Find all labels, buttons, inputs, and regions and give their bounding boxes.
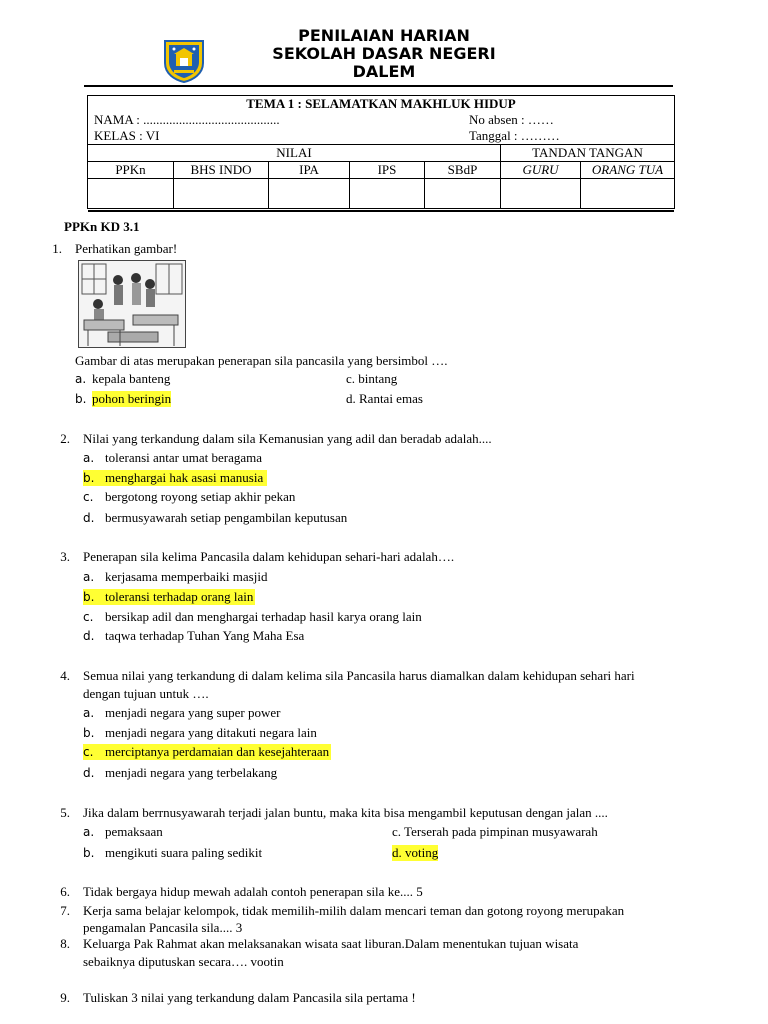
q4-option-c-answer xyxy=(83,744,331,760)
q5-option-a-letter: a. xyxy=(83,825,95,839)
kelas-field: KELAS : VI xyxy=(94,128,160,143)
q2-option-a-letter: a. xyxy=(83,451,95,465)
q8-number: 8. xyxy=(60,936,70,951)
q5-number: 5. xyxy=(60,805,70,820)
q1-option-c: c. bintang xyxy=(346,371,398,386)
q3-option-a: kerjasama memperbaiki masjid xyxy=(105,569,268,584)
q2-option-d-letter: d. xyxy=(83,511,95,525)
q3-option-a-letter: a. xyxy=(83,570,95,584)
student-info-table xyxy=(87,95,675,209)
q1-question: Gambar di atas merupakan penerapan sila pancasila yang bersimbol …. xyxy=(75,353,448,368)
q2-option-d: bermusyawarah setiap pengambilan keputusan xyxy=(105,510,348,525)
q3-option-b-text: toleransi terhadap orang lain xyxy=(105,589,254,604)
q3-option-d: taqwa terhadap Tuhan Yang Maha Esa xyxy=(105,628,305,643)
q4-text-line1: Semua nilai yang terkandung di dalam kelima sila Pancasila harus diamalkan dalam kehidupan sehari hari xyxy=(83,668,635,683)
q4-number: 4. xyxy=(60,668,70,683)
q3-number: 3. xyxy=(60,549,70,564)
q7-text-line1: Kerja sama belajar kelompok, tidak memilih-milih dalam mencari teman dan gotong royong merupakan xyxy=(83,903,625,918)
q5-option-d-answer: d. voting xyxy=(392,845,439,860)
col-bhs-indo: BHS INDO xyxy=(174,162,269,179)
no-absen-field: No absen : …… xyxy=(469,112,554,127)
q2-option-a: toleransi antar umat beragama xyxy=(105,450,263,465)
q4-text-line2: dengan tujuan untuk …. xyxy=(83,686,209,701)
col-orang-tua: ORANG TUA xyxy=(581,162,675,179)
q6-number: 6. xyxy=(60,884,70,899)
header-rule xyxy=(84,85,673,87)
section-heading: PPKn KD 3.1 xyxy=(64,219,140,234)
header-title-3: DALEM xyxy=(352,62,416,81)
q5-text: Jika dalam berrnusyawarah terjadi jalan buntu, maka kita bisa mengambil keputusan dengan jalan .... xyxy=(83,805,608,820)
tanggal-field: Tanggal : ……… xyxy=(469,128,560,143)
col-sbdp: SBdP xyxy=(425,162,501,179)
score-sbdp[interactable] xyxy=(425,179,501,209)
q2-option-b-answer xyxy=(83,470,267,486)
score-ips[interactable] xyxy=(350,179,425,209)
nama-field: NAMA : .......................................... xyxy=(94,112,280,127)
q3-option-b-letter: b. xyxy=(83,590,95,604)
q9-number: 9. xyxy=(60,990,70,1005)
q5-option-c: c. Terserah pada pimpinan musyawarah xyxy=(392,824,598,839)
q1-option-b-answer: pohon beringin xyxy=(92,391,172,406)
q7-number: 7. xyxy=(60,903,70,918)
q3-option-d-letter: d. xyxy=(83,629,95,643)
col-ppkn: PPKn xyxy=(88,162,174,179)
q1-option-d: d. Rantai emas xyxy=(346,391,423,406)
tanda-tangan-header: TANDAN TANGAN xyxy=(501,145,675,162)
score-ipa[interactable] xyxy=(269,179,350,209)
q2-option-b-text: menghargai hak asasi manusia xyxy=(105,470,264,485)
q2-option-c-letter: c. xyxy=(83,490,94,504)
q4-option-b-letter: b. xyxy=(83,726,95,740)
q3-option-c: bersikap adil dan menghargai terhadap hasil karya orang lain xyxy=(105,609,422,624)
q5-option-a: pemaksaan xyxy=(105,824,163,839)
q9-text: Tuliskan 3 nilai yang terkandung dalam Pancasila sila pertama ! xyxy=(83,990,416,1005)
q3-option-c-letter: c. xyxy=(83,610,94,624)
table-bottom-rule xyxy=(88,210,674,212)
col-guru: GURU xyxy=(501,162,581,179)
q1-option-a-letter: a. xyxy=(75,372,87,386)
q7-text-line2: pengamalan Pancasila sila.... 3 xyxy=(83,920,243,935)
q1-option-b-letter: b. xyxy=(75,392,87,406)
nilai-header: NILAI xyxy=(88,145,501,162)
classroom-illustration xyxy=(78,260,186,348)
q4-option-c-text: merciptanya perdamaian dan kesejahteraan xyxy=(105,744,330,759)
q4-option-c-letter: c. xyxy=(83,745,94,759)
q4-option-a-letter: a. xyxy=(83,706,95,720)
q1-number: 1. xyxy=(52,241,62,256)
sign-guru[interactable] xyxy=(501,179,581,209)
header-title-2: SEKOLAH DASAR NEGERI xyxy=(272,44,496,63)
q4-option-d: menjadi negara yang terbelakang xyxy=(105,765,278,780)
sign-orang-tua[interactable] xyxy=(581,179,675,209)
col-ipa: IPA xyxy=(269,162,350,179)
q6-text: Tidak bergaya hidup mewah adalah contoh penerapan sila ke.... 5 xyxy=(83,884,423,899)
q3-option-b-answer xyxy=(83,589,255,605)
header-title-1: PENILAIAN HARIAN xyxy=(298,26,470,45)
col-ips: IPS xyxy=(350,162,425,179)
q3-text: Penerapan sila kelima Pancasila dalam kehidupan sehari-hari adalah…. xyxy=(83,549,455,564)
tema-title: TEMA 1 : SELAMATKAN MAKHLUK HIDUP xyxy=(246,96,516,111)
q1-text: Perhatikan gambar! xyxy=(75,241,178,256)
score-ppkn[interactable] xyxy=(88,179,174,209)
q2-option-b-letter: b. xyxy=(83,471,95,485)
q8-text-line1: Keluarga Pak Rahmat akan melaksanakan wisata saat liburan.Dalam menentukan tujuan wisata xyxy=(83,936,579,951)
q2-option-c: bergotong royong setiap akhir pekan xyxy=(105,489,296,504)
q5-option-b: mengikuti suara paling sedikit xyxy=(105,845,263,860)
q4-option-a: menjadi negara yang super power xyxy=(105,705,281,720)
q8-text-line2: sebaiknya diputuskan secara…. vootin xyxy=(83,954,284,969)
q1-option-a: kepala banteng xyxy=(92,371,171,386)
q4-option-b: menjadi negara yang ditakuti negara lain xyxy=(105,725,317,740)
score-bhs-indo[interactable] xyxy=(174,179,269,209)
q5-option-b-letter: b. xyxy=(83,846,95,860)
q2-text: Nilai yang terkandung dalam sila Kemanusian yang adil dan beradab adalah.... xyxy=(83,431,492,446)
q2-number: 2. xyxy=(60,431,70,446)
q4-option-d-letter: d. xyxy=(83,766,95,780)
